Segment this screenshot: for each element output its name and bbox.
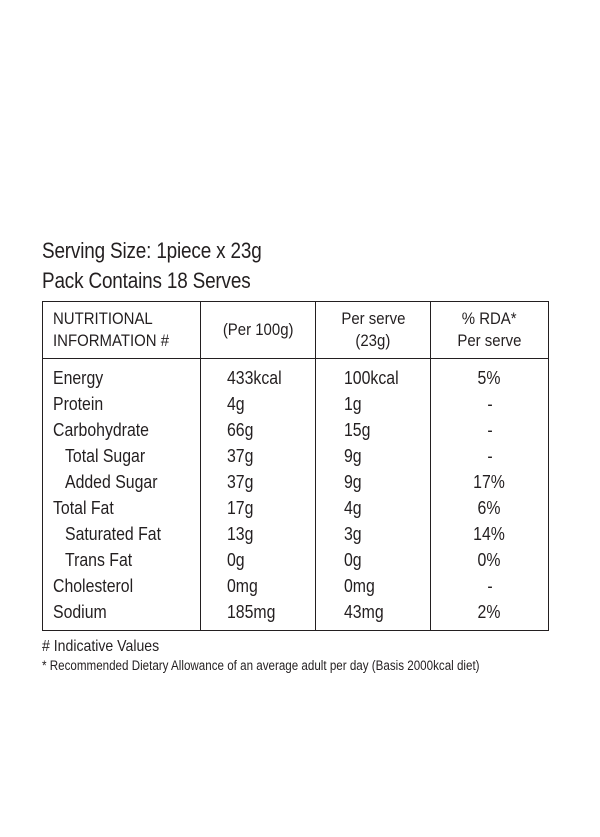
value-per-serve: 43mg — [344, 602, 384, 622]
value-per-serve: 1g — [344, 394, 362, 414]
table-row — [43, 599, 549, 631]
value-rda: 17% — [473, 472, 506, 492]
value-per-serve: 3g — [344, 524, 362, 544]
table-row — [43, 443, 549, 469]
indicative-values-note: # Indicative Values — [42, 638, 160, 655]
nutrient-name: Total Fat — [53, 498, 114, 518]
value-rda: 5% — [478, 368, 501, 388]
value-per-100g: 433kcal — [227, 368, 282, 388]
nutrient-name: Saturated Fat — [65, 524, 161, 544]
nutrient-name: Protein — [53, 394, 104, 414]
rda-footnote: * Recommended Dietary Allowance of an average adult per day (Basis 2000kcal diet) — [42, 658, 480, 673]
nutrient-name: Carbohydrate — [53, 420, 149, 440]
column-header-per-100g: (Per 100g) — [201, 302, 316, 359]
table-row — [43, 547, 549, 573]
value-per-100g: 0mg — [227, 576, 258, 596]
value-per-serve: 0mg — [344, 576, 375, 596]
value-rda: - — [486, 446, 493, 466]
value-per-100g: 13g — [227, 524, 254, 544]
value-rda: 0% — [478, 550, 501, 570]
value-rda: 14% — [473, 524, 506, 544]
nutrient-name: Added Sugar — [65, 472, 158, 492]
value-per-100g: 4g — [227, 394, 245, 414]
value-per-serve: 100kcal — [344, 368, 399, 388]
table-row — [43, 521, 549, 547]
column-header-per-serve: Per serve (23g) — [316, 302, 431, 359]
value-per-serve: 4g — [344, 498, 362, 518]
value-rda: - — [486, 394, 493, 414]
nutrient-name: Total Sugar — [65, 446, 146, 466]
value-rda: - — [486, 576, 493, 596]
column-header-nutrient: NUTRITIONAL INFORMATION # — [43, 302, 201, 359]
table-header-row — [43, 302, 549, 359]
table-row — [43, 417, 549, 443]
table-row — [43, 495, 549, 521]
value-per-serve: 0g — [344, 550, 362, 570]
table-row — [43, 391, 549, 417]
value-per-serve: 15g — [344, 420, 371, 440]
nutrient-name: Sodium — [53, 602, 107, 622]
value-per-serve: 9g — [344, 446, 362, 466]
value-per-100g: 0g — [227, 550, 245, 570]
value-per-100g: 66g — [227, 420, 254, 440]
value-per-serve: 9g — [344, 472, 362, 492]
serving-size-text: Serving Size: 1piece x 23g — [42, 238, 262, 263]
value-rda: 6% — [478, 498, 501, 518]
table-row — [43, 359, 549, 392]
value-per-100g: 17g — [227, 498, 254, 518]
value-per-100g: 185mg — [227, 602, 276, 622]
nutrient-name: Cholesterol — [53, 576, 134, 596]
nutrient-name: Energy — [53, 368, 104, 388]
table-row — [43, 469, 549, 495]
pack-contains-text: Pack Contains 18 Serves — [42, 268, 251, 293]
value-per-100g: 37g — [227, 446, 254, 466]
nutrition-label — [42, 236, 552, 675]
value-per-100g: 37g — [227, 472, 254, 492]
column-header-rda: % RDA* Per serve — [431, 302, 549, 359]
value-rda: - — [486, 420, 493, 440]
value-rda: 2% — [478, 602, 501, 622]
nutrient-name: Trans Fat — [65, 550, 133, 570]
table-row — [43, 573, 549, 599]
nutrition-table — [42, 301, 549, 631]
